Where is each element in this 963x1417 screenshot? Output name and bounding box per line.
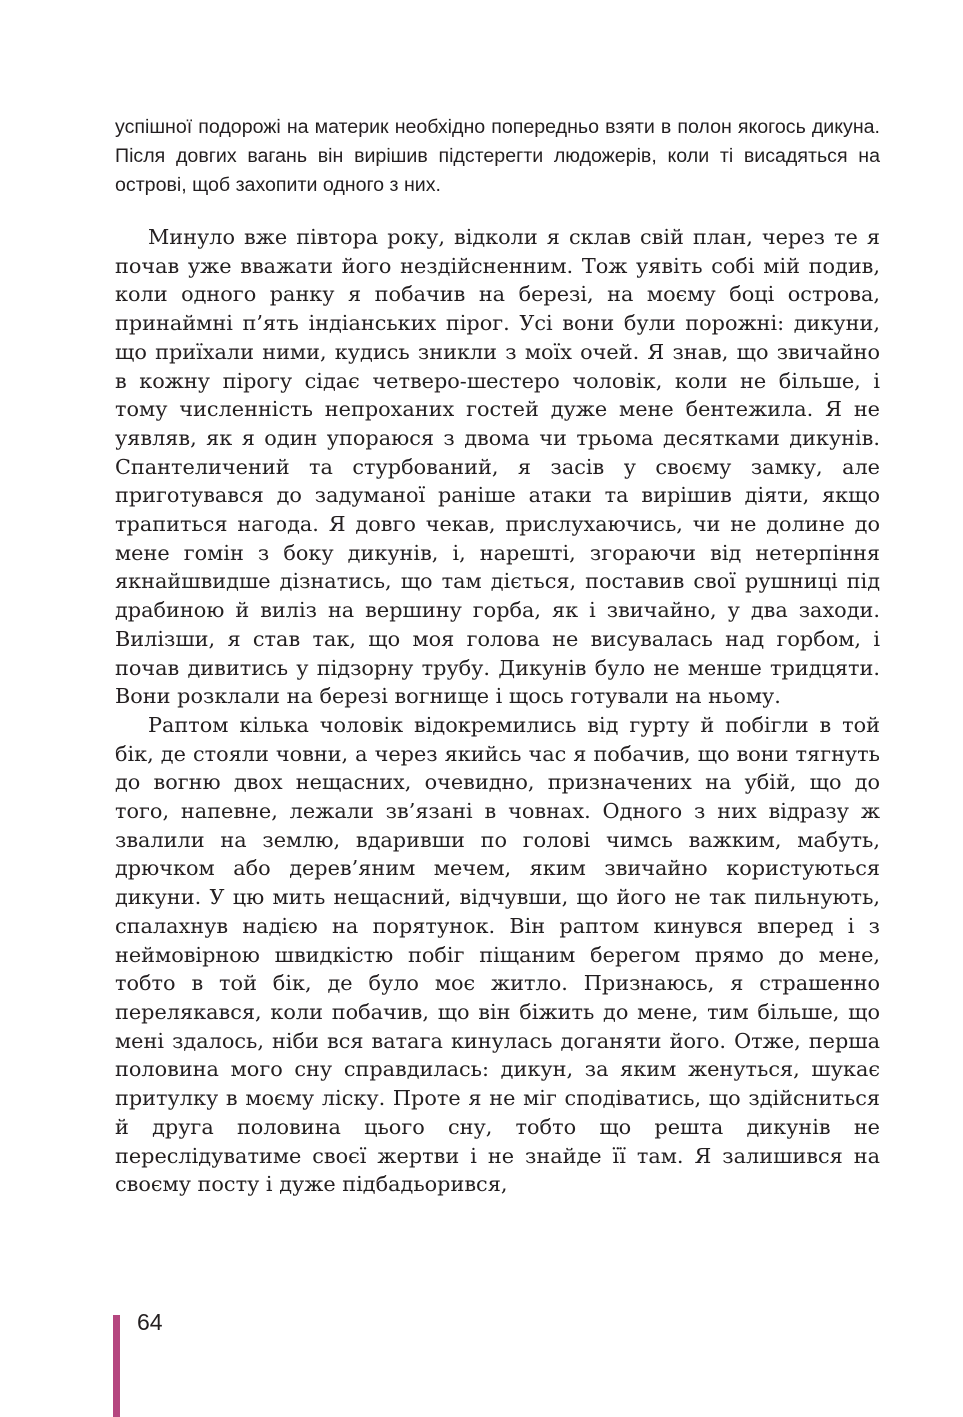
page-number: 64: [137, 1309, 163, 1335]
body-paragraph: Минуло вже півтора року, відколи я склав свій план, через те я почав уже вважати його нездійсненним. Тож уявіть собі мій подив, коли одного ранку я побачив на березі, на моєму боці острова, принаймні п’ять індіанських пірог. Усі вони були порожні: дикуни, що приїхали ними, кудись зникли з моїх очей. Я знав, що звичайно в кожну пірогу сідає четверо-шестеро чоловік, коли не більше, і тому численність непроханих гостей дуже мене бентежила. Я не уявляв, як я один упораюся з двома чи трьома десятками дикунів. Спантеличений та стурбований, я засів у своєму замку, але приготувався до задуманої раніше атаки та вирішив діяти, якщо трапиться нагода. Я довго чекав, прислухаючись, чи не долине до мене гомін з боку дикунів, і, нарешті, згораючи від нетерпіння якнайшвидше дізнатись, що там діється, поставив свої рушниці під драбиною й виліз на вершину горба, як і звичайно, у два заходи. Вилізши, я став так, що моя голова не висувалась над горбом, і почав дивитись у підзорну трубу. Дикунів було не менше тридцяти. Вони розклали на березі вогнище і щось готували на ньому.: [115, 225, 880, 709]
intro-paragraph: успішної подорожі на материк необхідно попередньо взяти в полон якогось дикуна. Після довгих вагань він вирішив підстерегти людожерів, коли ті висадяться на острові, щоб захопити одного з них.: [115, 116, 880, 196]
page-accent-bar: [113, 1315, 120, 1417]
body-paragraph: Раптом кілька чоловік відокремились від гурту й побігли в той бік, де стояли човни, а через якийсь час я побачив, що вони тягнуть до вогню двох нещасних, очевидно, призначених на убій, що до того, напевне, лежали зв’язані в човнах. Одного з них відразу ж звалили на землю, вдаривши по голові чимсь важким, мабуть, дрючком або дерев’яним мечем, яким звичайно користуються дикуни. У цю мить нещасний, відчувши, що його не так пильнують, спалахнув надією на порятунок. Він раптом кинувся вперед і з неймовірною швидкістю побіг піщаним берегом прямо до мене, тобто в той бік, де було моє житло. Признаюсь, я страшенно перелякався, коли побачив, що він біжить до мене, тим більше, що мені здалось, ніби вся ватага кинулась доганяти його. Отже, перша половина мого сну справдилась: дикун, за яким женуться, шукає притулку в моєму ліску. Проте я не міг сподіватись, що здійсниться й друга половина цього сну, тобто що решта дикунів не переслідуватиме своєї жертви і не знайде її там. Я залишився на своєму посту і дуже підбадьорився,: [115, 712, 880, 1197]
main-text: [115, 223, 880, 1199]
